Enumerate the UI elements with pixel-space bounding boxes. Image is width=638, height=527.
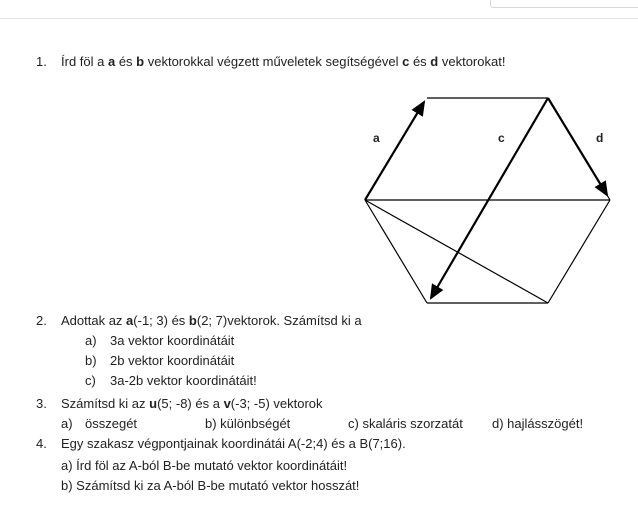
vector-d-arrow (548, 98, 607, 195)
vector-a-arrow (365, 102, 424, 200)
vector-c-arrow (431, 98, 548, 298)
vector-c-label: c (498, 131, 505, 145)
task-2-item-b-text: 2b vektor koordinátáit (110, 353, 235, 368)
task-3-number: 3. (36, 396, 47, 411)
task-2-item-b-marker: b) (85, 353, 97, 368)
task-2-item-a-marker: a) (85, 333, 97, 348)
task-3-text: Számítsd ki az u(5; -8) és a v(-3; -5) vektorok (61, 396, 323, 411)
task-3-option-c: c) skaláris szorzatát (348, 416, 463, 431)
task-4-sub-a: a) Írd föl az A-ból B-be mutató vektor koordinátáit! (61, 458, 348, 473)
vector-a-label: a (373, 131, 380, 145)
task-3-option-a-marker: a) (61, 416, 73, 431)
task-2-item-c-marker: c) (85, 373, 96, 388)
task-4-sub-b: b) Számítsd ki za A-ból B-be mutató vektor hosszát! (61, 478, 360, 493)
task-2-item-c-text: 3a-2b vektor koordinátáit! (110, 373, 257, 388)
task-3-option-a-text: összegét (85, 416, 138, 431)
top-toolbar (0, 0, 638, 19)
task-1-number: 1. (36, 54, 47, 69)
task-2-number: 2. (36, 313, 47, 328)
vector-d-label: d (596, 131, 604, 145)
hexagon-edge-lower-right (548, 200, 610, 303)
task-1-text: Írd föl a a és b vektorokkal végzett műveletek segítségével c és d vektorokat! (61, 54, 506, 69)
hexagon-edge-lower-left (365, 200, 427, 303)
task-3-option-b: b) különbségét (205, 416, 291, 431)
task-2-text: Adottak az a(-1; 3) és b(2; 7)vektorok. Számítsd ki a (61, 313, 362, 328)
task-3-option-d: d) hajlásszögét! (492, 416, 584, 431)
task-2-item-a-text: 3a vektor koordinátáit (110, 333, 235, 348)
toolbar-field[interactable] (490, 0, 638, 8)
hexagon-vector-figure (355, 90, 625, 310)
task-4-number: 4. (36, 436, 47, 451)
hexagon-diagonal-lower (365, 200, 548, 303)
task-4-text: Egy szakasz végpontjainak koordinátái A(-2;4) és a B(7;16). (61, 436, 406, 451)
